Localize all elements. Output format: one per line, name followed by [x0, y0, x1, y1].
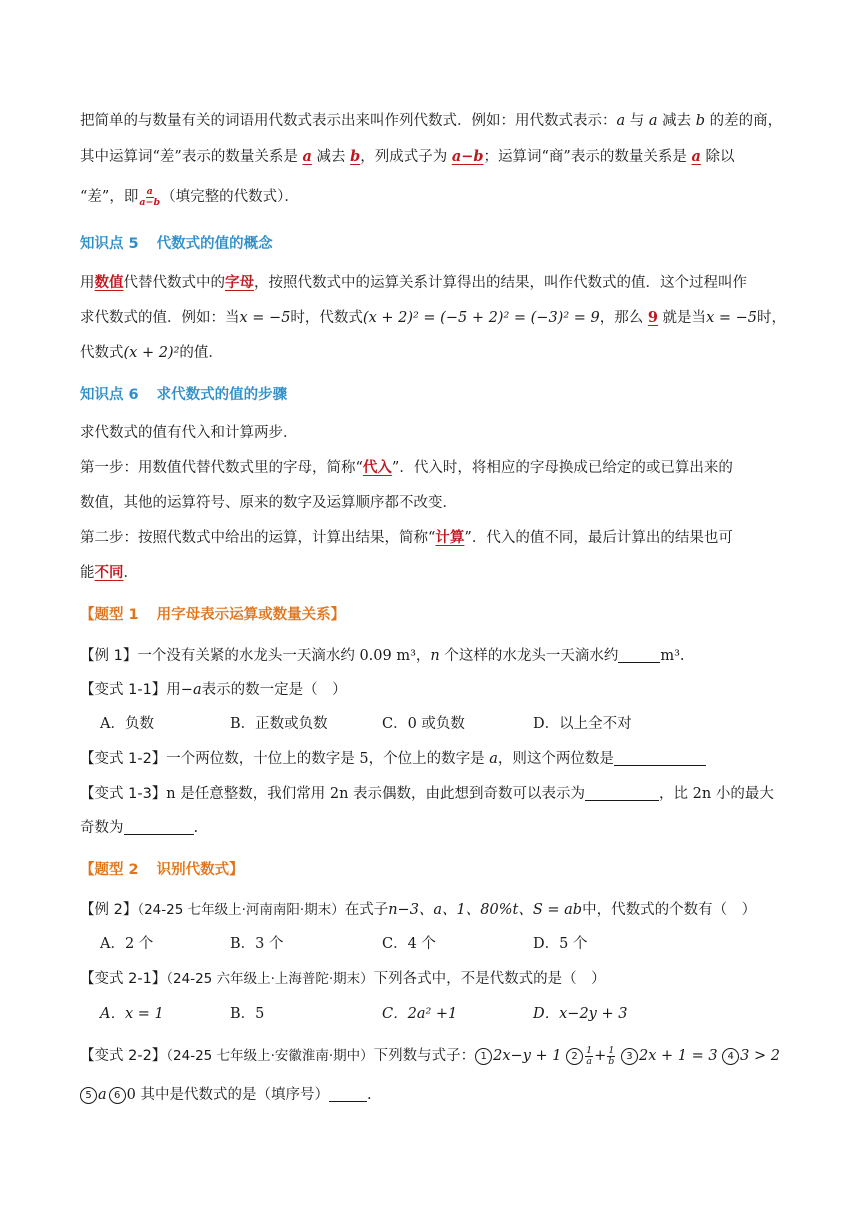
- question-tag: 【变式 1-1】: [80, 682, 167, 698]
- math: x = −5: [239, 310, 291, 326]
- text: 把简单的与数量有关的词语用代数式表示出来叫作列代数式．例如：用代数式表示：: [80, 113, 617, 129]
- para3-line2: [80, 457, 733, 479]
- answer-blank[interactable]: [585, 784, 659, 801]
- answer-blank[interactable]: [329, 1085, 367, 1102]
- text: 就是当: [657, 310, 707, 326]
- text: ．: [123, 565, 138, 581]
- variant-2-2-line1: [80, 1045, 780, 1067]
- text: 在式子: [344, 902, 389, 918]
- circled-number-icon: 1: [475, 1048, 492, 1065]
- math: a: [98, 1087, 107, 1103]
- option-a[interactable]: [100, 713, 154, 735]
- text: 的值．: [179, 345, 223, 361]
- math: n−3、a、1、80%t、S = ab: [388, 902, 583, 918]
- text: n 是任意整数，我们常用 2n 表示偶数，由此想到奇数可以表示为: [166, 786, 586, 802]
- question-source: （24-25 六年级上·上海普陀·期末）: [166, 971, 374, 987]
- question-type-heading-2: [80, 859, 244, 881]
- text: 奇数为: [80, 820, 124, 836]
- type-title: 用字母表示运算或数量关系】: [156, 607, 346, 623]
- section-number: 知识点 5: [80, 236, 139, 252]
- var-n: n: [430, 648, 440, 664]
- var-a: a: [616, 113, 626, 129]
- text: .: [367, 1087, 372, 1103]
- text: 除以: [700, 149, 735, 165]
- text: 用: [166, 682, 181, 698]
- fraction: [585, 1046, 593, 1067]
- para2-line3: [80, 342, 223, 364]
- option-label: D．x−2y + 3: [533, 1006, 628, 1022]
- fraction: [607, 1046, 615, 1067]
- para3-line1: [80, 422, 298, 444]
- text: .: [193, 820, 199, 836]
- text: ，则这个两位数是: [497, 751, 614, 767]
- variant-2-1: [80, 968, 606, 990]
- para2-line2: [80, 307, 786, 329]
- math: 0: [126, 1087, 136, 1103]
- answer-different: 不同: [94, 564, 124, 581]
- section-heading-6: [80, 384, 287, 406]
- answer-number: 数值: [94, 274, 124, 291]
- para1-line1: [80, 110, 782, 132]
- text: ，比 2n 小的最大: [659, 786, 774, 802]
- answer-blank[interactable]: [614, 749, 706, 766]
- variant-1-3-line2: [80, 817, 198, 839]
- question-tag: 【变式 1-3】: [80, 786, 167, 802]
- text: 的差的商，: [705, 113, 783, 129]
- answer-substitute: 代入: [362, 459, 392, 476]
- fraction-denominator: b: [608, 1055, 615, 1067]
- para1-line2: [80, 146, 734, 168]
- section-heading-5: [80, 233, 273, 255]
- option-a[interactable]: [100, 933, 153, 955]
- answer-calculate: 计算: [435, 529, 465, 546]
- answer-blank[interactable]: [618, 646, 660, 663]
- circled-number-icon: 3: [621, 1048, 638, 1065]
- section-title: 代数式的值的概念: [156, 236, 273, 252]
- option-label: C．2a² +1: [382, 1006, 458, 1022]
- text: 表示的数一定是（ ）: [201, 682, 347, 698]
- circled-number-icon: 5: [80, 1087, 97, 1104]
- math: 2x + 1 = 3: [638, 1048, 718, 1064]
- variant-1-3-line1: [80, 783, 774, 805]
- option-d[interactable]: [533, 713, 632, 735]
- option-label: C．0 或负数: [382, 716, 465, 732]
- text: 时，代数式: [290, 310, 363, 326]
- fraction-denominator: a: [586, 1055, 592, 1067]
- question-type-heading-1: [80, 604, 345, 626]
- question-tag: 【例 1】: [80, 648, 138, 664]
- option-label: B．5: [230, 1006, 265, 1022]
- example-1: [80, 645, 685, 667]
- text: 数值，其他的运算符号、原来的数字及运算顺序都不改变．: [80, 495, 457, 511]
- para2-line1: [80, 272, 747, 294]
- option-c[interactable]: [382, 1003, 457, 1025]
- question-source: （24-25 七年级上·河南南阳·期末）: [137, 902, 345, 918]
- text: 第一步：用数值代替代数式里的字母，简称“: [80, 460, 363, 476]
- text: 求代数式的值．例如：当: [80, 310, 240, 326]
- text: ；运算词“商”表示的数量关系是: [483, 149, 692, 165]
- option-b[interactable]: [230, 1003, 264, 1025]
- answer-a: a: [691, 148, 701, 165]
- option-label: D．以上全不对: [533, 716, 632, 732]
- fraction-numerator: 1: [586, 1044, 593, 1056]
- option-d[interactable]: [533, 1003, 627, 1025]
- math: x = −5: [706, 310, 757, 326]
- fraction-numerator: 1: [608, 1044, 615, 1056]
- answer-a: a: [302, 148, 312, 165]
- text: 减去: [311, 149, 351, 165]
- answer-blank[interactable]: [124, 818, 194, 835]
- option-b[interactable]: [230, 933, 284, 955]
- text: 中，代数式的个数有（ ）: [582, 902, 757, 918]
- text: m³.: [660, 648, 685, 664]
- option-label: B．正数或负数: [230, 716, 328, 732]
- question-tag: 【变式 2-1】: [80, 971, 167, 987]
- option-c[interactable]: [382, 713, 465, 735]
- text: 求代数式的值有代入和计算两步．: [80, 425, 298, 441]
- para3-line4: [80, 527, 733, 549]
- question-tag: 【变式 1-2】: [80, 751, 167, 767]
- plus-sign: +: [594, 1048, 607, 1064]
- text: ，列成式子为: [360, 149, 452, 165]
- option-label: D．5 个: [533, 936, 588, 952]
- option-a[interactable]: [100, 1003, 164, 1025]
- text: 下列数与式子：: [373, 1048, 476, 1064]
- type-title: 识别代数式】: [156, 862, 244, 878]
- answer-fraction: [139, 187, 160, 208]
- circled-number-icon: 2: [566, 1048, 583, 1065]
- para1-line3: [80, 186, 299, 208]
- text: ，那么: [599, 310, 648, 326]
- option-label: A．x = 1: [100, 1006, 164, 1022]
- fraction-denominator: a−b: [139, 196, 161, 208]
- text: 一个没有关紧的水龙头一天滴水约 0.09 m³，: [137, 648, 431, 664]
- text: 其中运算词“差”表示的数量关系是: [80, 149, 303, 165]
- text: 时，: [756, 310, 786, 326]
- answer-letter: 字母: [225, 274, 254, 291]
- math: (x + 2)²: [123, 345, 180, 361]
- text: 其中是代数式的是（填序号）: [135, 1087, 329, 1103]
- text: 用: [80, 275, 95, 291]
- variant-2-2-line2: [80, 1084, 372, 1106]
- text: ，按照代数式中的运算关系计算得出的结果，叫作代数式的值．这个过程叫作: [254, 275, 747, 291]
- var-a: a: [489, 751, 498, 767]
- text: 下列各式中，不是代数式的是（ ）: [373, 971, 606, 987]
- text: “差”，即: [80, 189, 139, 205]
- option-label: A．2 个: [100, 936, 154, 952]
- text: ”．代入的值不同，最后计算出的结果也可: [464, 530, 733, 546]
- type-number: 【题型 1: [80, 607, 139, 623]
- text: 减去: [657, 113, 696, 129]
- var-a: a: [648, 113, 658, 129]
- option-label: C．4 个: [382, 936, 436, 952]
- fraction-numerator: a: [146, 185, 153, 197]
- text: ”．代入时，将相应的字母换成已给定的或已算出来的: [391, 460, 733, 476]
- variant-1-2: [80, 748, 706, 770]
- option-d[interactable]: [533, 933, 587, 955]
- example-2: [80, 899, 756, 921]
- section-title: 求代数式的值的步骤: [156, 387, 288, 403]
- question-tag: 【变式 2-2】: [80, 1048, 167, 1064]
- circled-number-icon: 4: [722, 1048, 739, 1065]
- option-label: A．负数: [100, 716, 154, 732]
- variant-1-1: [80, 679, 347, 701]
- math: (x + 2)² = (−5 + 2)² = (−3)² = 9: [362, 310, 600, 326]
- var-b: b: [695, 113, 706, 129]
- para3-line3: [80, 492, 457, 514]
- math: 2x−y + 1: [493, 1048, 562, 1064]
- option-b[interactable]: [230, 713, 328, 735]
- text: 第二步：按照代数式中给出的运算，计算出结果，简称“: [80, 530, 436, 546]
- circled-number-icon: 6: [109, 1087, 126, 1104]
- answer-b: b: [350, 148, 361, 165]
- section-number: 知识点 6: [80, 387, 139, 403]
- option-c[interactable]: [382, 933, 436, 955]
- text: （填完整的代数式）．: [161, 189, 299, 205]
- type-number: 【题型 2: [80, 862, 139, 878]
- answer-nine: 9: [647, 309, 658, 326]
- text: 能: [80, 565, 95, 581]
- answer-a-minus-b: a−b: [451, 148, 484, 165]
- question-tag: 【例 2】: [80, 902, 138, 918]
- text: 代数式: [80, 345, 124, 361]
- text: 一个两位数，十位上的数字是 5，个位上的数字是: [166, 751, 490, 767]
- math: 3 > 2: [740, 1048, 780, 1064]
- text: 个这样的水龙头一天滴水约: [439, 648, 619, 664]
- math: −a: [180, 682, 202, 698]
- option-label: B．3 个: [230, 936, 284, 952]
- question-source: （24-25 七年级上·安徽淮南·期中）: [166, 1048, 374, 1064]
- text: 代替代数式中的: [123, 275, 225, 291]
- text: 与: [625, 113, 649, 129]
- para3-line5: [80, 562, 138, 584]
